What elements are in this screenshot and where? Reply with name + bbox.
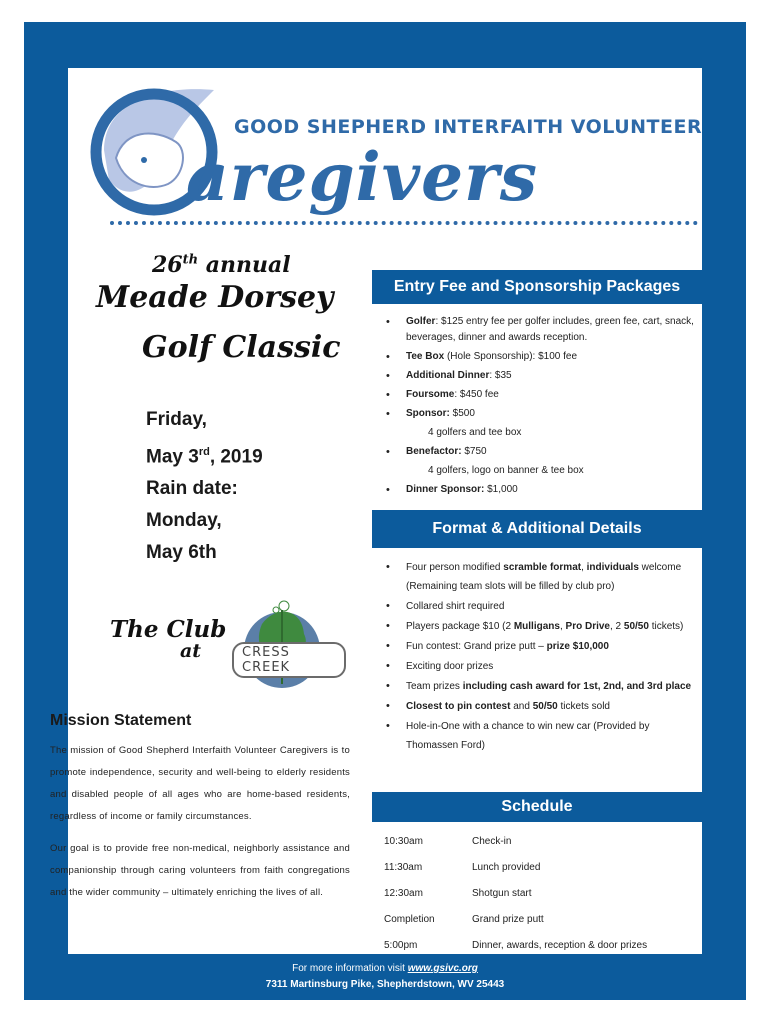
list-item: • Benefactor: $750 4 golfers, logo on banner & tee box <box>384 444 700 479</box>
entry-fee-list <box>384 314 700 501</box>
table-row: 12:30am Shotgun start <box>384 887 532 899</box>
date-main: May 3rd, 2019 <box>146 446 263 468</box>
rain-date-label: Rain date: <box>146 478 238 500</box>
club-name-badge: CRESS CREEK <box>232 642 346 678</box>
table-row: 5:00pm Dinner, awards, reception & door prizes <box>384 939 648 951</box>
entry-fee-heading: Entry Fee and Sponsorship Packages <box>372 270 702 304</box>
table-row: 11:30am Lunch provided <box>384 861 541 873</box>
mission-heading: Mission Statement <box>50 712 192 729</box>
format-list <box>384 558 700 756</box>
event-date <box>146 404 263 569</box>
list-item: • Fun contest: Grand prize putt – prize $10,000 <box>384 637 700 656</box>
edition-suffix: th <box>182 252 199 268</box>
footer-address: 7311 Martinsburg Pike, Shepherdstown, WV 25443 <box>265 979 505 990</box>
list-item: • Collared shirt required <box>384 597 700 616</box>
footer-info <box>24 963 746 974</box>
mission-paragraph-1: The mission of Good Shepherd Interfaith Volunteer Caregivers is to promote independence, security and well-being to elderly residents and disabled people of all ages who are home-based residents, regardless of income or family circumstances. <box>50 745 350 822</box>
list-item: • Foursome: $450 fee <box>384 387 700 403</box>
list-item: • Hole-in-One with a chance to win new car (Provided by Thomassen Ford) <box>384 717 700 755</box>
date-day: Friday, <box>146 409 207 430</box>
event-edition <box>152 252 291 278</box>
event-title <box>94 246 364 376</box>
footer-info-text: For more information visit <box>292 963 408 974</box>
table-row: Completion Grand prize putt <box>384 913 544 925</box>
schedule-table <box>384 828 702 958</box>
dotted-divider <box>110 221 698 225</box>
club-logo <box>106 594 346 694</box>
event-name-line1: Meade Dorsey <box>96 280 334 315</box>
list-item: • Golfer: $125 entry fee per golfer includes, green fee, cart, snack, beverages, dinner and awards reception. <box>384 314 700 346</box>
list-item: • Dinner Sponsor: $1,000 <box>384 482 700 498</box>
list-item: • Tee Box (Hole Sponsorship): $100 fee <box>384 349 700 365</box>
event-name-line2: Golf Classic <box>142 330 341 365</box>
org-name: GOOD SHEPHERD INTERFAITH VOLUNTEER <box>234 116 703 138</box>
list-item: • Sponsor: $500 4 golfers and tee box <box>384 406 700 441</box>
table-row: 10:30am Check-in <box>384 835 512 847</box>
schedule-heading: Schedule <box>372 792 702 822</box>
list-item: • Players package $10 (2 Mulligans, Pro Drive, 2 50/50 tickets) <box>384 617 700 636</box>
mission-statement <box>50 712 350 914</box>
format-heading: Format & Additional Details <box>372 510 702 548</box>
list-item: • Exciting door prizes <box>384 657 700 676</box>
list-item: • Additional Dinner: $35 <box>384 368 700 384</box>
list-item: • Four person modified scramble format, individuals welcome (Remaining team slots will be filled by club pro) <box>384 558 700 596</box>
edition-annual: annual <box>205 252 291 278</box>
club-at: at <box>180 640 202 662</box>
club-the: The Club <box>110 616 227 643</box>
website-link[interactable]: www.gsivc.org <box>407 963 478 974</box>
footer <box>24 955 746 1000</box>
list-item: • Closest to pin contest and 50/50 tickets sold <box>384 697 700 716</box>
caregivers-wordmark: aregivers <box>186 138 539 216</box>
rain-date-date: May 6th <box>146 542 217 564</box>
list-item: • Team prizes including cash award for 1st, 2nd, and 3rd place <box>384 677 700 696</box>
edition-number: 26 <box>152 252 183 278</box>
mission-paragraph-2: Our goal is to provide free non-medical, neighborly assistance and companionship through caring volunteers from faith congregations and the wider community – ultimately enriching the lives of all. <box>50 843 350 898</box>
rain-date-day: Monday, <box>146 510 222 532</box>
